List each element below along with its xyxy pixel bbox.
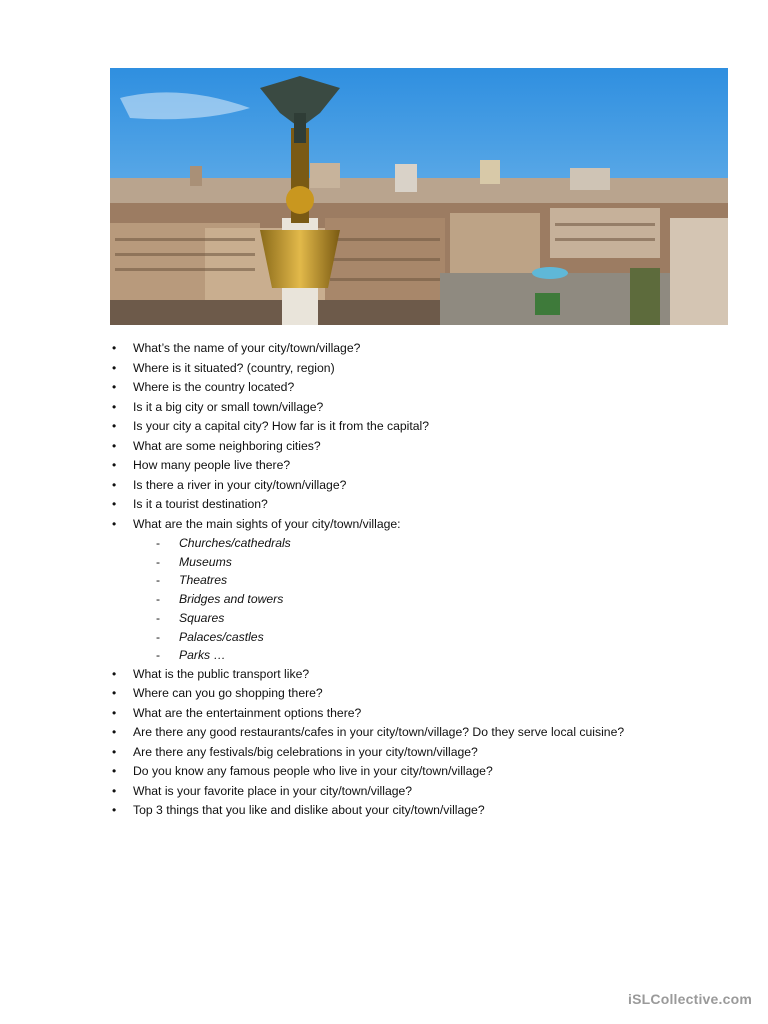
sight-item (133, 571, 730, 590)
question-text: Is it a tourist destination? (133, 497, 268, 511)
list-item (110, 743, 730, 763)
sight-item (133, 590, 730, 609)
question-text: What’s the name of your city/town/village? (133, 341, 361, 355)
question-text: Is there a river in your city/town/village? (133, 477, 347, 492)
question-text: Is it a big city or small town/village? (133, 399, 324, 414)
bullet-icon: • (112, 803, 117, 818)
question-text: What are the main sights of your city/town/village: (133, 516, 401, 531)
bullet-icon: • (112, 399, 117, 414)
list-item (110, 801, 730, 821)
question-text: Are there any good restaurants/cafes in your city/town/village? Do they serve local cuisine? (133, 725, 625, 740)
list-item (110, 762, 730, 782)
question-text: Top 3 things that you like and dislike about your city/town/village? (133, 803, 485, 818)
sight-text: Museums (179, 554, 232, 569)
list-item (110, 476, 730, 496)
sight-item (133, 609, 730, 628)
bullet-icon: • (112, 744, 117, 759)
sights-sublist (133, 534, 730, 665)
question-text: What are the entertainment options there? (133, 705, 362, 720)
question-text: Do you know any famous people who live in your city/town/village? (133, 764, 493, 779)
question-list (110, 339, 730, 821)
sight-item (133, 646, 730, 665)
bullet-icon: • (112, 686, 117, 701)
sight-item (133, 534, 730, 553)
city-photo (110, 68, 728, 325)
dash-icon: - (156, 592, 161, 607)
question-text: Are there any festivals/big celebrations in your city/town/village? (133, 744, 478, 759)
sight-text: Churches/cathedrals (179, 536, 291, 550)
question-text: Where can you go shopping there? (133, 686, 323, 701)
list-item (110, 456, 730, 476)
list-item (110, 359, 730, 379)
dash-icon: - (156, 648, 161, 663)
bullet-icon: • (112, 666, 117, 681)
list-item (110, 495, 730, 515)
list-item (110, 684, 730, 704)
question-text: Where is the country located? (133, 380, 295, 394)
bullet-icon: • (112, 705, 117, 720)
bullet-icon: • (112, 341, 117, 355)
list-item (110, 437, 730, 457)
bullet-icon: • (112, 783, 117, 798)
dash-icon: - (156, 554, 161, 569)
list-item (110, 398, 730, 418)
bullet-icon: • (112, 477, 117, 492)
watermark-logo: iSLCollective.com (628, 991, 752, 1007)
dash-icon: - (156, 629, 161, 644)
sight-text: Theatres (179, 573, 228, 588)
bullet-icon: • (112, 380, 117, 394)
bullet-icon: • (112, 360, 117, 375)
bullet-icon: • (112, 516, 117, 531)
question-text: Is your city a capital city? How far is it from the capital? (133, 419, 429, 433)
list-item (110, 378, 730, 398)
list-item (110, 665, 730, 685)
question-text: What is the public transport like? (133, 666, 310, 681)
list-item (110, 417, 730, 437)
sight-item (133, 553, 730, 572)
list-item (110, 339, 730, 359)
bullet-icon: • (112, 419, 117, 433)
sight-text: Palaces/castles (179, 629, 264, 644)
bullet-icon: • (112, 764, 117, 779)
list-item (110, 782, 730, 802)
question-text: What are some neighboring cities? (133, 438, 321, 453)
question-text: What is your favorite place in your city/town/village? (133, 783, 413, 798)
bullet-icon: • (112, 458, 117, 472)
question-text: How many people live there? (133, 458, 291, 472)
question-text: Where is it situated? (country, region) (133, 360, 335, 375)
city-photo-illustration (110, 68, 728, 325)
sight-text: Parks … (179, 648, 226, 663)
dash-icon: - (156, 573, 161, 588)
sight-item (133, 628, 730, 647)
list-item (110, 723, 730, 743)
dash-icon: - (156, 536, 161, 550)
bullet-icon: • (112, 438, 117, 453)
sight-text: Bridges and towers (179, 592, 284, 607)
list-item (110, 515, 730, 665)
sight-text: Squares (179, 610, 225, 625)
bullet-icon: • (112, 725, 117, 740)
dash-icon: - (156, 610, 161, 625)
bullet-icon: • (112, 497, 117, 511)
list-item (110, 704, 730, 724)
